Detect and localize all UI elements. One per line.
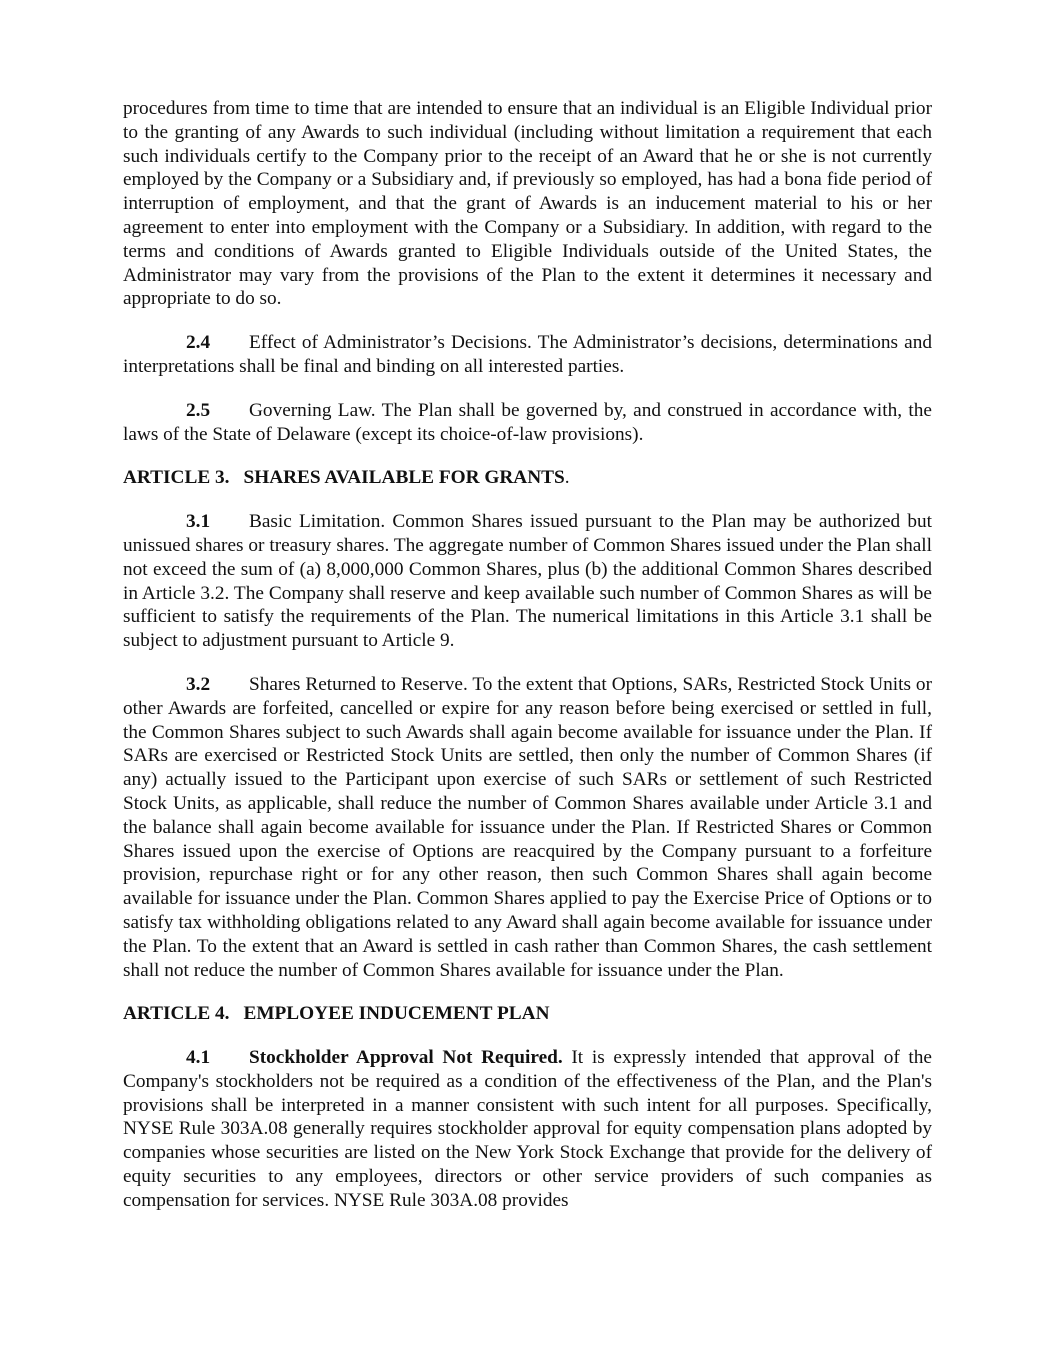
- section-text: Basic Limitation. Common Shares issued pursuant to the Plan may be authorized but unissued shares or treasury shares. The aggregate number of Common Shares issued under the Plan shall not exceed the sum of (a) 8,000,000 Common Shares, plus (b) the additional Common Shares described in Article 3.2. The Company shall reserve and keep available such number of Common Shares as will be sufficient to satisfy the requirements of the Plan. The numerical limitations in this Article 3.1 shall be subject to adjustment pursuant to Article 9.: [123, 511, 932, 652]
- section-text: Shares Returned to Reserve. To the extent that Options, SARs, Restricted Stock Units or other Awards are forfeited, cancelled or expire for any reason before being exercised or settled in full, the Common Shares subject to such Awards shall again become available for issuance under the Plan. If SARs are exercised or Restricted Stock Units are settled, then only the number of Common Shares (if any) actually issued to the Participant upon exercise of such SARs or settlement of such Restricted Stock Units, as applicable, shall reduce the number of Common Shares available under Article 3.1 and the balance shall again become available for issuance under the Plan. If Restricted Shares or Common Shares issued upon the exercise of Options are reacquired by the Company pursuant to a forfeiture provision, repurchase right or for any other reason, then such Common Shares shall again become available for issuance under the Plan. Common Shares applied to pay the Exercise Price of Options or to satisfy tax withholding obligations related to any Award shall again become available for issuance under the Plan. To the extent that an Award is settled in cash rather than Common Shares, the cash settlement shall not reduce the number of Common Shares available for issuance under the Plan.: [123, 673, 932, 981]
- article-title: EMPLOYEE INDUCEMENT PLAN: [243, 1003, 550, 1025]
- section-4-1: [123, 1046, 932, 1213]
- section-text: It is expressly intended that approval of the Company's stockholders not be required as a condition of the effectiveness of the Plan, and the Plan's provisions shall be interpreted in a manner consistent with such intent for all purposes. Specifically, NYSE Rule 303A.08 generally requires stockholder approval for equity compensation plans adopted by companies whose securities are listed on the New York Stock Exchange that provide for the delivery of equity securities to any employees, directors or other service providers of such companies as compensation for services. NYSE Rule 303A.08 provides: [123, 1047, 932, 1211]
- section-3-1: [123, 510, 932, 653]
- section-number: 3.1: [186, 511, 211, 533]
- section-title: Stockholder Approval Not Required.: [249, 1047, 563, 1069]
- article-title: SHARES AVAILABLE FOR GRANTS: [243, 467, 565, 489]
- section-2-4: [123, 331, 932, 379]
- article-label: ARTICLE 3.: [123, 467, 230, 489]
- article-trailing-period: .: [564, 467, 570, 489]
- section-number: 4.1: [186, 1047, 211, 1069]
- section-3-2: [123, 673, 932, 982]
- article-3-heading: [123, 466, 932, 490]
- intro-paragraph: procedures from time to time that are intended to ensure that an individual is an Eligible Individual prior to the granting of any Awards to such individual (including without limitation a requirement that each such individuals certify to the Company prior to the receipt of an Award that he or she is not currently employed by the Company or a Subsidiary and, if previously so employed, has had a bona fide period of interruption of employment, and that the grant of Awards is an inducement material to his or her agreement to enter into employment with the Company or a Subsidiary. In addition, with regard to the terms and conditions of Awards granted to Eligible Individuals outside of the United States, the Administrator may vary from the provisions of the Plan to the extent it determines it necessary and appropriate to do so.: [123, 98, 932, 310]
- section-number: 2.5: [186, 399, 211, 421]
- section-number: 3.2: [186, 673, 211, 695]
- article-label: ARTICLE 4.: [123, 1003, 230, 1025]
- section-2-5: [123, 399, 932, 447]
- document-page: [123, 97, 932, 1213]
- section-number: 2.4: [186, 332, 211, 354]
- article-4-heading: [123, 1002, 932, 1026]
- section-text: Governing Law. The Plan shall be governed by, and construed in accordance with, the laws of the State of Delaware (except its choice-of-law provisions).: [123, 399, 932, 445]
- section-text: Effect of Administrator’s Decisions. The Administrator’s decisions, determinations and interpretations shall be final and binding on all interested parties.: [123, 332, 932, 377]
